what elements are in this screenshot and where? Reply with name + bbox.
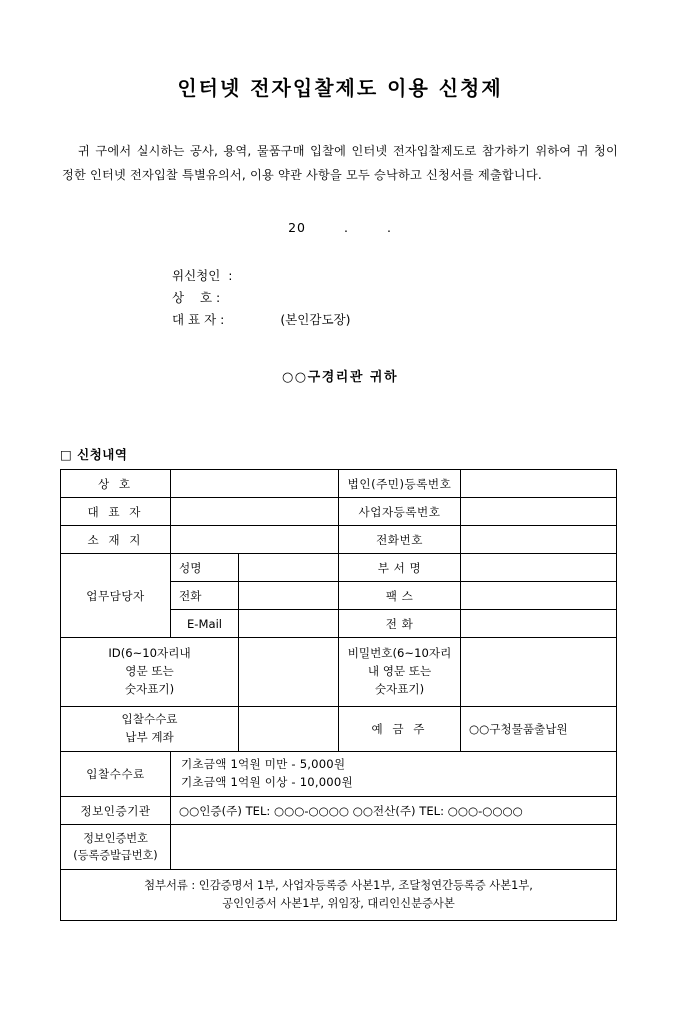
address-value[interactable] — [171, 526, 339, 554]
date-year: 20 — [288, 219, 306, 235]
fee-line-1: 기초금액 1억원 미만 - 5,000원 — [181, 757, 346, 772]
contact-name-value[interactable] — [239, 554, 339, 582]
cert-org-value: ○○인증(주) TEL: ○○○-○○○○ ○○전산(주) TEL: ○○○-○○○○ — [171, 797, 617, 825]
pw-label-line2: 내 영문 또는 — [367, 664, 432, 679]
table-row — [61, 797, 617, 825]
address-label: 소 재 지 — [61, 526, 171, 554]
company-label: 상 호 : — [172, 289, 221, 305]
table-row — [61, 638, 617, 707]
table-row — [61, 498, 617, 526]
depositor-value: ○○구청물품출납원 — [461, 707, 617, 752]
table-row — [61, 526, 617, 554]
table-row — [61, 752, 617, 797]
date-line: 20 . . — [288, 219, 392, 235]
phone-value[interactable] — [461, 526, 617, 554]
contact-name-label: 성명 — [171, 554, 239, 582]
attachments-line-2: 공인인증서 사본1부, 위임장, 대리인신분증사본 — [222, 897, 455, 911]
corp-reg-label: 법인(주민)등록번호 — [339, 470, 461, 498]
company-name-label: 상 호 — [61, 470, 171, 498]
representative-value[interactable] — [171, 498, 339, 526]
fee-account-label-line2: 납부 계좌 — [125, 730, 174, 745]
document-page — [0, 72, 680, 1034]
id-label-line3: 숫자표기) — [124, 682, 175, 697]
company-row — [172, 287, 620, 309]
table-row — [61, 707, 617, 752]
fee-detail — [171, 752, 617, 797]
contact-person-label: 업무담당자 — [61, 554, 171, 638]
contact-phone-value[interactable] — [239, 582, 339, 610]
representative-label: 대 표 자 : — [172, 311, 225, 327]
cert-no-label-line1: 정보인증번호 — [83, 832, 148, 846]
table-row — [61, 554, 617, 582]
business-reg-label: 사업자등록번호 — [339, 498, 461, 526]
contact-dept-value[interactable] — [461, 554, 617, 582]
contact-email-value[interactable] — [239, 610, 339, 638]
applicant-row — [172, 265, 620, 287]
contact-tel2-label: 전 화 — [339, 610, 461, 638]
table-row — [61, 825, 617, 870]
contact-dept-label: 부 서 명 — [339, 554, 461, 582]
depositor-label: 예 금 주 — [339, 707, 461, 752]
section-heading: □ 신청내역 — [60, 447, 128, 463]
intro-paragraph — [60, 139, 620, 188]
seal-note: (본인감도장) — [280, 311, 351, 327]
representative-label-cell: 대 표 자 — [61, 498, 171, 526]
attachments-line-1: 첨부서류 : 인감증명서 1부, 사업자등록증 사본1부, 조달청연간등록증 사본1부, — [144, 879, 533, 893]
business-reg-value[interactable] — [461, 498, 617, 526]
phone-label: 전화번호 — [339, 526, 461, 554]
representative-row — [172, 309, 620, 331]
company-name-value[interactable] — [171, 470, 339, 498]
cert-org-label: 정보인증기관 — [61, 797, 171, 825]
fee-label: 입찰수수료 — [61, 752, 171, 797]
fee-account-label-line1: 입찰수수료 — [121, 712, 178, 727]
contact-fax-value[interactable] — [461, 582, 617, 610]
application-detail-table — [60, 469, 617, 921]
intro-text: 귀 구에서 실시하는 공사, 용역, 물품구매 입찰에 인터넷 전자입찰제도로 참가하기 위하여 귀 청이 정한 인터넷 전자입찰 특별유의서, 이용 약관 사항을 모두 승낙하고 신청서를 제출합니다. — [62, 144, 618, 183]
id-label — [61, 638, 239, 707]
cert-no-value[interactable] — [171, 825, 617, 870]
id-label-line1: ID(6~10자리내 — [108, 646, 191, 661]
contact-fax-label: 팩 스 — [339, 582, 461, 610]
id-value[interactable] — [239, 638, 339, 707]
cert-no-label — [61, 825, 171, 870]
contact-email-label: E-Mail — [171, 610, 239, 638]
pw-label-line1: 비밀번호(6~10자리 — [347, 646, 452, 661]
contact-phone-label: 전화 — [171, 582, 239, 610]
fee-account-value[interactable] — [239, 707, 339, 752]
table-row — [61, 470, 617, 498]
table-row — [61, 870, 617, 921]
pw-label-line3: 숫자표기) — [374, 682, 425, 697]
fee-account-label — [61, 707, 239, 752]
corp-reg-value[interactable] — [461, 470, 617, 498]
page-title: 인터넷 전자입찰제도 이용 신청제 — [177, 76, 503, 100]
cert-no-label-line2: (등록증발급번호) — [73, 849, 158, 863]
password-label — [339, 638, 461, 707]
applicant-label: 위신청인 : — [172, 267, 233, 283]
applicant-block — [60, 265, 620, 331]
id-label-line2: 영문 또는 — [125, 664, 174, 679]
fee-line-2: 기초금액 1억원 이상 - 10,000원 — [181, 775, 353, 790]
addressee: ○○구경리관 귀하 — [281, 370, 399, 386]
attachments-cell — [61, 870, 617, 921]
contact-tel2-value[interactable] — [461, 610, 617, 638]
password-value[interactable] — [461, 638, 617, 707]
